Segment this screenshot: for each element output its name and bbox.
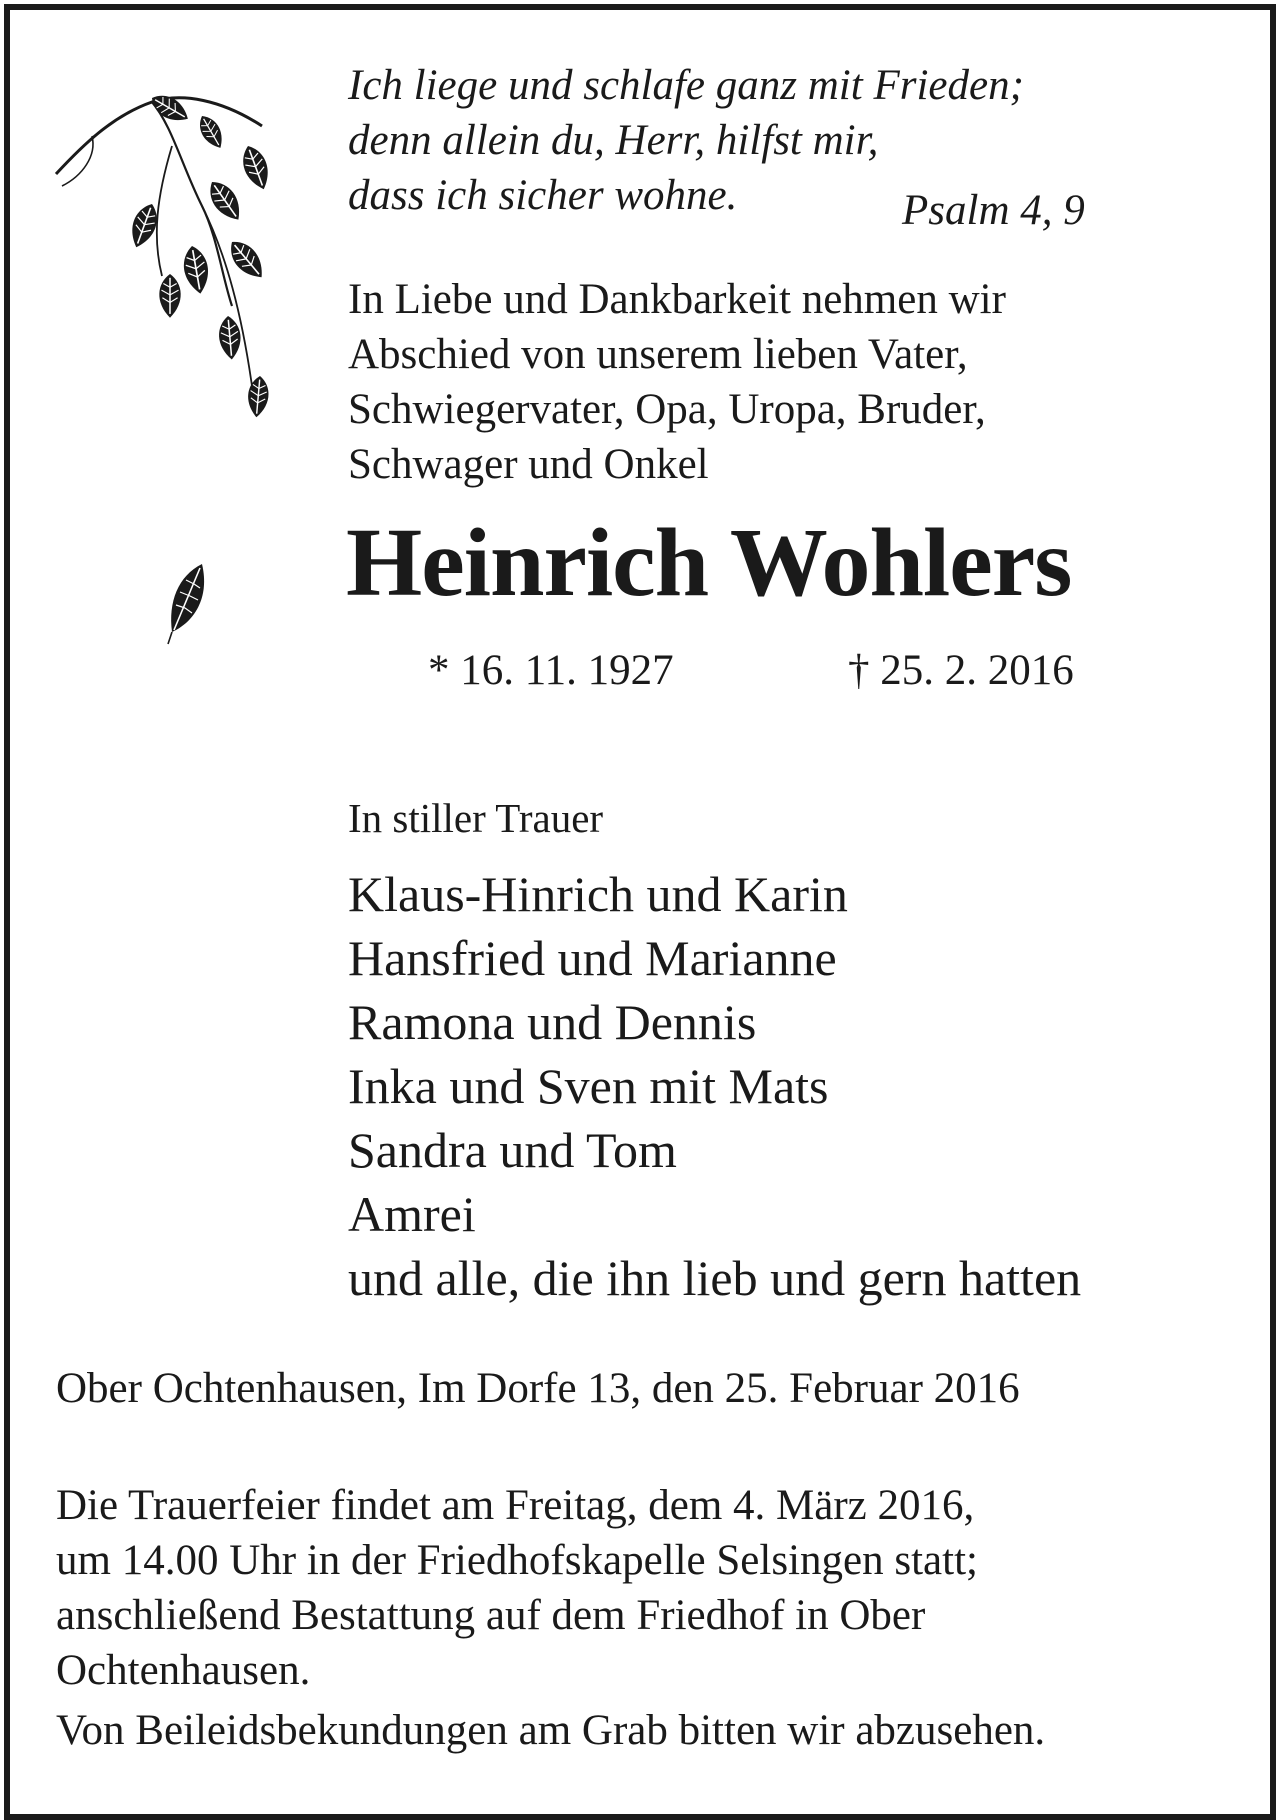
intro-line: In Liebe und Dankbarkeit nehmen wir [348,276,1006,323]
verse-line: Ich liege und schlafe ganz mit Frieden; [348,62,1024,109]
verse-line: denn allein du, Herr, hilfst mir, [348,117,879,164]
service-line: Ochtenhausen. [56,1647,311,1694]
funeral-service-info [56,1478,978,1698]
mourner-name: Klaus-Hinrich und Karin [348,866,848,922]
service-line: anschließend Bestattung auf dem Friedhof in Ober [56,1592,926,1639]
place-date: Ober Ochtenhausen, Im Dorfe 13, den 25. Februar 2016 [56,1365,1020,1412]
verse-reference: Psalm 4, 9 [902,187,1085,234]
mourning-label: In stiller Trauer [348,795,604,841]
service-line: um 14.00 Uhr in der Friedhofskapelle Selsingen statt; [56,1537,978,1584]
birth-date: * 16. 11. 1927 [428,647,674,694]
mourner-name: Amrei [348,1186,476,1242]
mourner-name: Inka und Sven mit Mats [348,1058,829,1114]
verse-line: dass ich sicher wohne. [348,172,738,219]
falling-leaf-icon [158,558,218,648]
service-line: Die Trauerfeier findet am Freitag, dem 4. März 2016, [56,1482,975,1529]
mourner-name: Ramona und Dennis [348,994,757,1050]
intro-line: Abschied von unserem lieben Vater, [348,331,968,378]
mourner-name: Sandra und Tom [348,1122,677,1178]
death-date: † 25. 2. 2016 [848,647,1074,694]
mourner-list [348,862,1081,1310]
deceased-name: Heinrich Wohlers [346,509,1072,617]
birch-branch-icon [52,86,302,456]
mourner-name: Hansfried und Marianne [348,930,837,986]
closing-note: Von Beileidsbekundungen am Grab bitten wir abzusehen. [56,1707,1046,1754]
mourner-name: und alle, die ihn lieb und gern hatten [348,1250,1082,1306]
intro-line: Schwager und Onkel [348,441,709,488]
intro-text [348,272,1006,492]
intro-line: Schwiegervater, Opa, Uropa, Bruder, [348,386,986,433]
